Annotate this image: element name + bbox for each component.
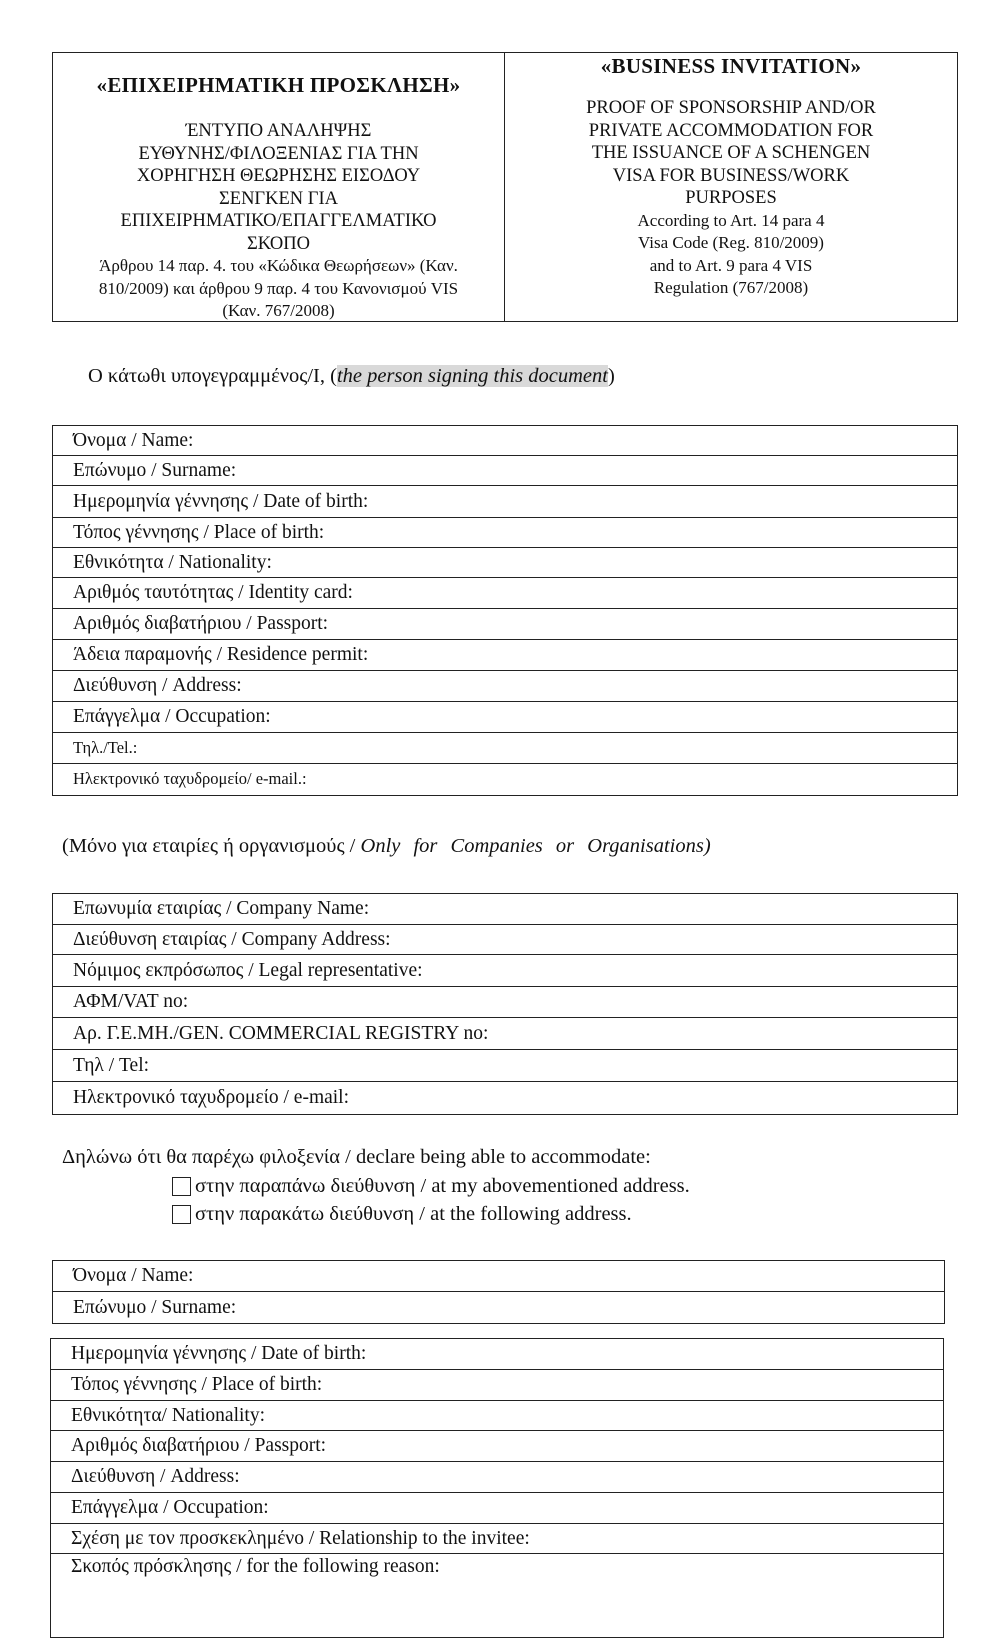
invitee-details-table [50,1338,944,1638]
signer-field-identity-card[interactable]: Αριθμός ταυτότητας / Identity card: [53,578,957,609]
greek-line: ΕΠΙΧΕΙΡΗΜΑΤΙΚΟ/ΕΠΑΓΓΕΛΜΑΤΙΚΟ [120,211,437,231]
company-field-address[interactable]: Διεύθυνση εταιρίας / Company Address: [53,925,957,955]
signer-field-name[interactable]: Όνομα / Name: [53,426,957,456]
option-abovementioned-label: στην παραπάνω διεύθυνση / at my abovementioned address. [195,1175,690,1197]
invitee-field-surname[interactable]: Επώνυμο / Surname: [73,1296,237,1318]
greek-legal-line: (Καν. 767/2008) [222,301,335,320]
invitee-field-nationality[interactable]: Εθνικότητα/ Nationality: [51,1401,943,1431]
greek-title: «ΕΠΙΧΕΙΡΗΜΑΤΙΚΗ ΠΡΟΣΚΛΗΣΗ» [96,73,461,97]
option-following-address[interactable] [172,1203,632,1226]
signer-intro [88,365,615,388]
english-line: THE ISSUANCE OF A SCHENGEN [591,143,871,163]
signer-field-address[interactable]: Διεύθυνση / Address: [53,671,957,702]
company-field-legal-representative[interactable]: Νόμιμος εκπρόσωπος / Legal representative: [53,955,957,987]
signer-field-nationality[interactable]: Εθνικότητα / Nationality: [53,548,957,578]
option-following-label: στην παρακάτω διεύθυνση / at the following address. [195,1203,632,1225]
checkbox-following-address[interactable] [172,1205,191,1224]
company-field-commercial-registry[interactable]: Αρ. Γ.Ε.ΜΗ./GEN. COMMERCIAL REGISTRY no: [53,1018,957,1050]
header-greek [53,53,505,321]
invitee-field-relationship[interactable]: Σχέση με τον προσκεκλημένο / Relationship to the invitee: [51,1524,943,1554]
english-legal-line: According to Art. 14 para 4 [637,210,825,230]
invitee-name-table [52,1260,945,1324]
signer-field-place-of-birth[interactable]: Τόπος γέννησης / Place of birth: [53,518,957,548]
greek-legal-line: Άρθρου 14 παρ. 4. του «Κώδικα Θεωρήσεων» (Καν. [99,256,458,275]
invitee-field-date-of-birth[interactable]: Ημερομηνία γέννησης / Date of birth: [51,1339,943,1370]
greek-line: ΧΟΡΗΓΗΣΗ ΘΕΩΡΗΣΗΣ ΕΙΣΟΔΟΥ [136,166,421,186]
invitee-field-occupation[interactable]: Επάγγελμα / Occupation: [51,1493,943,1524]
english-line: VISA FOR BUSINESS/WORK [612,165,850,186]
signer-field-tel[interactable]: Τηλ./Tel.: [53,733,957,764]
english-title: «BUSINESS INVITATION» [600,54,862,78]
companies-note [62,835,711,858]
company-field-email[interactable]: Ηλεκτρονικό ταχυδρομείο / e-mail: [73,1086,350,1108]
greek-line: ΣΕΝΓΚΕΝ ΓΙΑ [219,188,338,209]
signer-table [52,425,958,796]
english-line: PROOF OF SPONSORSHIP AND/OR [586,98,876,118]
english-legal-line: Regulation (767/2008) [653,278,809,297]
invitee-field-name[interactable]: Όνομα / Name: [53,1261,944,1292]
signer-field-occupation[interactable]: Επάγγελμα / Occupation: [53,702,957,733]
signer-field-surname[interactable]: Επώνυμο / Surname: [53,456,957,486]
greek-line: ΣΚΟΠΟ [247,233,310,254]
greek-description [63,120,494,255]
english-line: PURPOSES [685,188,777,208]
greek-line: ΈΝΤΥΠΟ ΑΝΑΛΗΨΗΣ [185,121,372,141]
companies-note-english: Only for Companies or Organisations) [360,835,711,857]
signer-field-residence-permit[interactable]: Άδεια παραμονής / Residence permit: [53,640,957,671]
greek-legal-reference [63,255,494,323]
invitee-field-place-of-birth[interactable]: Τόπος γέννησης / Place of birth: [51,1370,943,1401]
company-field-vat[interactable]: ΑΦΜ/VAT no: [53,987,957,1018]
signer-field-date-of-birth[interactable]: Ημερομηνία γέννησης / Date of birth: [53,486,957,518]
greek-legal-line: 810/2009) και άρθρου 9 παρ. 4 του Κανονισμού VIS [98,278,459,298]
english-legal-reference [515,210,947,300]
english-legal-line: Visa Code (Reg. 810/2009) [638,233,824,252]
header-box [52,52,958,322]
header-english [505,53,957,321]
invitee-field-reason[interactable]: Σκοπός πρόσκλησης / for the following reason: [71,1556,440,1577]
intro-highlight: the person signing this document [336,365,608,387]
intro-prefix: Ο κάτωθι υπογεγραμμένος/I, ( [88,365,337,387]
companies-note-greek: (Μόνο για εταιρίες ή οργανισμούς / [62,835,361,857]
intro-suffix: ) [607,365,615,387]
signer-field-email[interactable]: Ηλεκτρονικό ταχυδρομείο/ e-mail.: [73,769,307,788]
invitee-field-passport[interactable]: Αριθμός διαβατήριου / Passport: [51,1431,943,1462]
option-abovementioned-address[interactable] [172,1175,690,1198]
company-field-name[interactable]: Επωνυμία εταιρίας / Company Name: [53,894,957,925]
signer-field-passport[interactable]: Αριθμός διαβατήριου / Passport: [53,609,957,640]
greek-line: ΕΥΘΥΝΗΣ/ΦΙΛΟΞΕΝΙΑΣ ΓΙΑ ΤΗΝ [138,143,419,164]
company-table [52,893,958,1115]
accommodation-declaration: Δηλώνω ότι θα παρέχω φιλοξενία / declare being able to accommodate: [62,1146,651,1168]
company-field-tel[interactable]: Τηλ / Tel: [53,1050,957,1082]
english-description [515,97,947,210]
checkbox-abovementioned-address[interactable] [172,1177,191,1196]
english-legal-line: and to Art. 9 para 4 VIS [649,255,813,275]
english-line: PRIVATE ACCOMMODATION FOR [588,120,874,141]
invitee-field-address[interactable]: Διεύθυνση / Address: [51,1462,943,1493]
